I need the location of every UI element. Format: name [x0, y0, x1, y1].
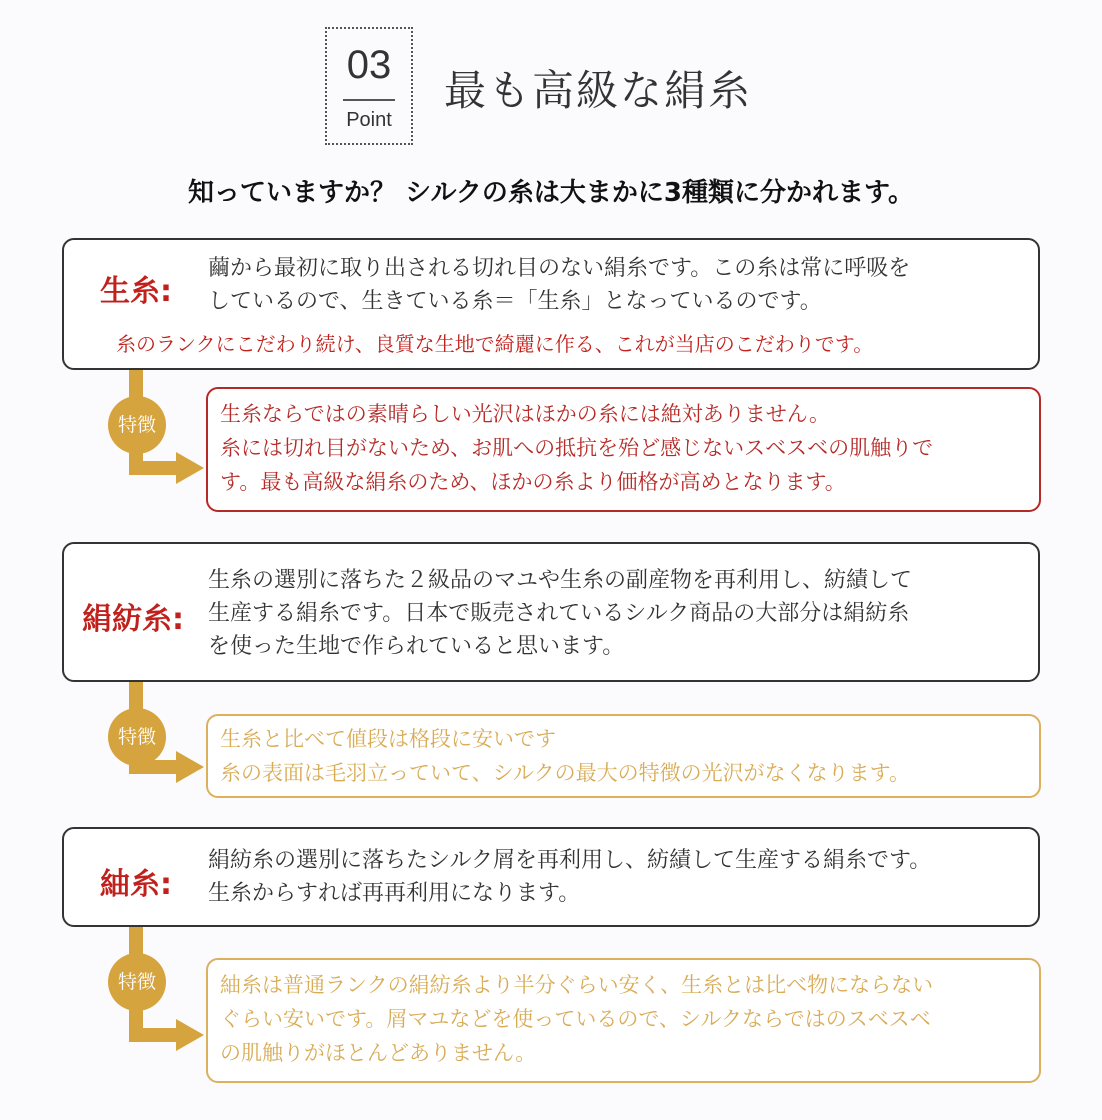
feature-line: 紬糸は普通ランクの絹紡糸より半分ぐらい安く、生糸とは比べ物にならない [220, 973, 934, 997]
feature-line: ぐらい安いです。屑マユなどを使っているので、シルクならではのスベスベ [220, 1007, 931, 1031]
definition-line: しているので、生きている糸＝「生糸」となっているのです。 [208, 289, 822, 314]
feature-line: の肌触りがほとんどありません。 [220, 1041, 537, 1065]
definition-line: 生産する絹糸です。日本で販売されているシルク商品の大部分は絹紡糸 [208, 601, 910, 626]
definition-line: 生糸の選別に落ちた２級品のマユや生糸の副産物を再利用し、紡績して [208, 568, 913, 593]
definition-text [208, 252, 910, 318]
point-number: 03 [346, 43, 392, 87]
feature-badge: 特徴 [108, 953, 166, 1011]
definition-line: 繭から最初に取り出される切れ目のない絹糸です。この糸は常に呼吸を [208, 256, 911, 281]
feature-connector [100, 370, 220, 500]
definition-box-tsumugi [62, 827, 1040, 927]
feature-badge: 特徴 [108, 708, 166, 766]
feature-line: 生糸ならではの素晴らしい光沢はほかの糸には絶対ありません。 [220, 402, 831, 426]
point-number-box [325, 27, 413, 145]
definition-box-kiito [62, 238, 1040, 370]
feature-box-kenbooshi [206, 714, 1041, 798]
feature-line: 糸の表面は毛羽立っていて、シルクの最大の特徴の光沢がなくなります。 [220, 761, 910, 785]
feature-text [220, 968, 933, 1070]
feature-connector [100, 927, 220, 1057]
feature-box-tsumugi [206, 958, 1041, 1083]
page-subtitle: 知っていますか？ シルクの糸は大まかに3種類に分かれます。 [188, 178, 914, 208]
term-label: 生糸: [100, 274, 172, 309]
definition-note: 糸のランクにこだわり続け、良質な生地で綺麗に作る、これが当店のこだわりです。 [116, 332, 874, 356]
feature-box-kiito [206, 387, 1041, 512]
feature-text [220, 722, 910, 790]
point-label: Point [346, 109, 392, 131]
feature-text [220, 397, 933, 499]
feature-line: 生糸と比べて値段は格段に安いです [220, 727, 556, 751]
definition-text [208, 844, 931, 910]
definition-line: 絹紡糸の選別に落ちたシルク屑を再利用し、紡績して生産する絹糸です。 [208, 848, 932, 873]
definition-text [208, 564, 912, 663]
page-title: 最も高級な絹糸 [444, 66, 753, 115]
definition-line: 生糸からすれば再再利用になります。 [208, 881, 581, 906]
feature-connector [100, 682, 220, 792]
point-divider [343, 99, 395, 101]
definition-line: を使った生地で作られていると思います。 [208, 634, 625, 659]
feature-line: 糸には切れ目がないため、お肌への抵抗を殆ど感じないスベスベの肌触りで [220, 436, 934, 460]
term-label: 紬糸: [100, 867, 172, 902]
feature-line: す。最も高級な絹糸のため、ほかの糸より価格が高めとなります。 [220, 470, 846, 494]
definition-box-kenbooshi [62, 542, 1040, 682]
feature-badge: 特徴 [108, 396, 166, 454]
term-label: 絹紡糸: [82, 602, 184, 637]
